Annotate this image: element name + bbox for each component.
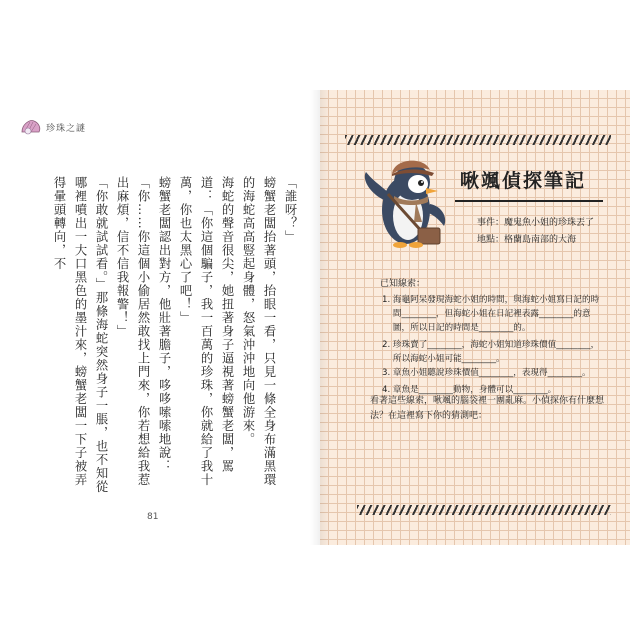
clue-item xyxy=(382,366,602,380)
chapter-title: 珍珠之謎 xyxy=(46,123,87,134)
hatch-divider-top xyxy=(345,135,611,145)
case-event: 事件：魔鬼魚小姐的珍珠丟了 xyxy=(477,218,595,228)
story-text xyxy=(50,176,300,496)
penguin-detective-icon xyxy=(358,148,450,256)
paragraph: 螃蟹老闆認出對方，他壯著膽子，哆哆嗦嗦地說：「你……你這個小偷居然敢找上門來，你若想給我惹出麻煩，信不信我報警！」 xyxy=(115,176,171,487)
paragraph: 「誰呀？」 xyxy=(283,176,297,244)
clue-text: 3. 章魚小姐聽說珍珠價值________，表現得________。 xyxy=(382,368,591,378)
clue-text: 4. 章魚是________動物，身體可以________。 xyxy=(382,385,557,395)
clue-text: 2. 珍珠賣了________，海蛇小姐知道珍珠價值________， 所以海蛇小姐可能________。 xyxy=(382,340,600,364)
paragraph: 螃蟹老闆抬著頭，抬眼一看，只見一條全身布滿黑環的海蛇高高豎起身體，怒氣沖沖地向他游來。 xyxy=(241,176,276,487)
hatch-divider-bottom xyxy=(357,505,611,515)
title-underline xyxy=(455,200,603,202)
chapter-header xyxy=(20,118,86,136)
page-number: 81 xyxy=(147,512,159,522)
clue-item xyxy=(382,338,602,366)
notebook-title: 啾颯偵探筆記 xyxy=(460,170,587,192)
case-location: 地點：格蘭島南部的大海 xyxy=(477,235,577,245)
clues-label: 已知線索： xyxy=(380,279,426,289)
clue-item xyxy=(382,293,602,335)
paragraph: 海蛇的聲音很尖，她扭著身子逼視著螃蟹老闆，罵道：「你這個騙子，我一百萬的珍珠，你就給了我十萬，你也太黑心了吧！」 xyxy=(178,176,234,487)
pearl-shell-icon xyxy=(20,118,42,136)
prompt-text: 看著這些線索，啾颯的腦袋裡一團亂麻。小偵探你有什麼想法？在這裡寫下你的猜測吧： xyxy=(370,396,605,421)
clue-text: 1. 海龜阿呆發現海蛇小姐的時間，與海蛇小姐寫日記的時 間________，但海蛇小姐在日記裡表露________的意 圖，所以日記的時間是________的。 xyxy=(382,295,600,333)
paragraph: 「你敢就試試看。」那條海蛇突然身子一脹，也不知從哪裡噴出一大口黑色的墨汁來，螃蟹老闆一下子被弄得暈頭轉向，不 xyxy=(52,176,108,494)
book-gutter xyxy=(310,90,330,545)
